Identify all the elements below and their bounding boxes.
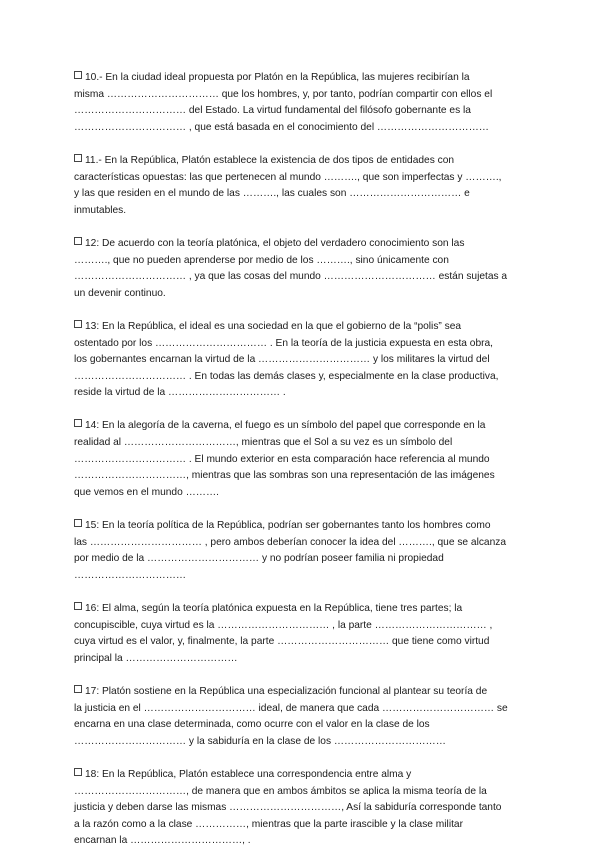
- question-line: 15: En la teoría política de la República, podrían ser gobernantes tanto los hombres como: [74, 518, 528, 535]
- question-12: [74, 236, 528, 302]
- question-line: ………., que no pueden aprenderse por medio de los ………., sino únicamente con: [74, 254, 449, 266]
- question-line: cuya virtud es el valor, y, finalmente, la parte …………………………… que tiene como virtud: [74, 636, 490, 648]
- question-line: …………………………… , que está basada en el conocimiento del ……………………………: [74, 121, 489, 133]
- question-line: 11.- En la República, Platón establece la existencia de dos tipos de entidades con: [74, 153, 528, 170]
- checkbox-icon: [74, 602, 82, 610]
- question-line: 12: De acuerdo con la teoría platónica, el objeto del verdadero conocimiento son las: [74, 236, 528, 253]
- question-line: …………………………… . En todas las demás clases y, especialmente en la clase productiva,: [74, 370, 499, 382]
- question-line: 14: En la alegoría de la caverna, el fuego es un símbolo del papel que corresponde en la: [74, 418, 528, 435]
- checkbox-icon: [74, 154, 82, 162]
- checkbox-icon: [74, 419, 82, 427]
- question-line: …………………………… del Estado. La virtud fundamental del filósofo gobernante es la: [74, 105, 471, 117]
- question-line: que vemos en el mundo ……….: [74, 486, 219, 498]
- question-line: por medio de la …………………………… y no podrían poseer familia ni propiedad: [74, 553, 444, 565]
- checkbox-icon: [74, 519, 82, 527]
- question-line: ……………………………, mientras que las sombras son una representación de las imágenes: [74, 470, 495, 482]
- question-line: 17: Platón sostiene en la República una especialización funcional al plantear su teoría de: [74, 684, 528, 701]
- question-line: ……………………………, de manera que en ambos ámbitos se aplica la misma teoría de la: [74, 785, 487, 797]
- question-line: 10.- En la ciudad ideal propuesta por Platón en la República, las mujeres recibirían la: [74, 70, 528, 87]
- question-line: encarna en una clase determinada, como ocurre con el valor en la clase de los: [74, 719, 430, 731]
- question-15: [74, 518, 528, 584]
- question-line: principal la ……………………………: [74, 652, 238, 664]
- checkbox-icon: [74, 768, 82, 776]
- question-line: inmutables.: [74, 204, 127, 216]
- question-line: …………………………… y la sabiduría en la clase de los ……………………………: [74, 735, 446, 747]
- question-line: y las que residen en el mundo de las ………., las cuales son …………………………… e: [74, 188, 470, 200]
- question-line: los gobernantes encarnan la virtud de la …………………………… y los militares la virtud del: [74, 354, 490, 366]
- question-line: a la razón como a la clase ……………, mientras que la parte irascible y la clase militar: [74, 818, 463, 830]
- question-17: [74, 684, 528, 750]
- question-13: [74, 319, 528, 402]
- question-line: 16: El alma, según la teoría platónica expuesta en la República, tiene tres partes; la: [74, 601, 528, 618]
- question-line: reside la virtud de la …………………………… .: [74, 387, 286, 399]
- question-line: ……………………………: [74, 569, 187, 581]
- question-line: concupiscible, cuya virtud es la …………………………… , la parte …………………………… ,: [74, 619, 493, 631]
- checkbox-icon: [74, 320, 82, 328]
- question-18: [74, 767, 528, 850]
- checkbox-icon: [74, 71, 82, 79]
- question-line: encarnan la ……………………………, .: [74, 835, 251, 847]
- question-line: …………………………… . El mundo exterior en esta comparación hace referencia al mundo: [74, 453, 490, 465]
- question-line: 13: En la República, el ideal es una sociedad en la que el gobierno de la “polis” sea: [74, 319, 528, 336]
- question-line: un devenir continuo.: [74, 287, 166, 299]
- question-line: realidad al ……………………………, mientras que el Sol a su vez es un símbolo del: [74, 437, 453, 449]
- question-line: características opuestas: las que pertenecen al mundo ………., que son imperfectas y ……….,: [74, 171, 502, 183]
- worksheet: [74, 70, 528, 867]
- checkbox-icon: [74, 237, 82, 245]
- question-14: [74, 418, 528, 501]
- question-line: justicia y deben darse las mismas ……………………………, Así la sabiduría corresponde tanto: [74, 802, 502, 814]
- question-line: …………………………… , ya que las cosas del mundo …………………………… están sujetas a: [74, 271, 508, 283]
- question-10: [74, 70, 528, 136]
- question-line: 18: En la República, Platón establece una correspondencia entre alma y: [74, 767, 528, 784]
- question-line: ostentado por los …………………………… . En la teoría de la justicia expuesta en esta obra,: [74, 337, 494, 349]
- checkbox-icon: [74, 685, 82, 693]
- question-line: misma …………………………… que los hombres, y, por tanto, podrían compartir con ellos el: [74, 88, 493, 100]
- question-11: [74, 153, 528, 219]
- question-line: la justicia en el …………………………… ideal, de manera que cada …………………………… se: [74, 702, 508, 714]
- question-16: [74, 601, 528, 667]
- question-line: las …………………………… , pero ambos deberían conocer la idea del ………., que se alcanza: [74, 536, 507, 548]
